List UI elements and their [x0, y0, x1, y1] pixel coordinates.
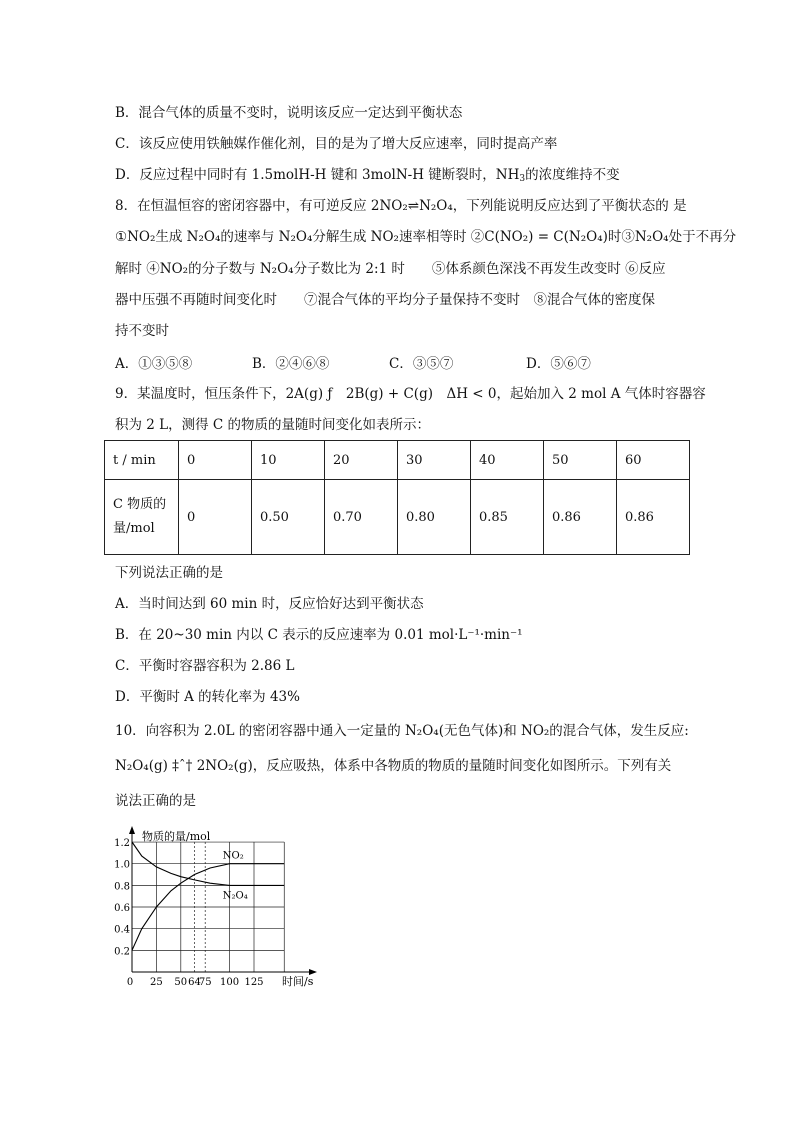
table-header-cell: t / min [105, 441, 179, 480]
q9-option-a: A．当时间达到 60 min 时，反应恰好达到平衡状态 [115, 596, 424, 612]
q8-stem-3: 解时 ④NO₂的分子数与 N₂O₄分子数比为 2:1 时 ⑤体系颜色深浅不再发生改变时 ⑥反应 [115, 261, 666, 277]
table-cell: 0.86 [617, 480, 690, 555]
q8-option-b: B．②④⑥⑧ [252, 356, 330, 372]
table-cell: 0.85 [471, 480, 544, 555]
y-tick-label: 1.0 [114, 859, 130, 871]
table-cell: 0.70 [325, 480, 398, 555]
q8-stem-2: ①NO₂生成 N₂O₄的速率与 N₂O₄分解生成 NO₂速率相等时 ②C(NO₂) = C(N₂O₄)时③N₂O₄处于不再分 [115, 229, 737, 245]
q7-option-b: B．混合气体的质量不变时，说明该反应一定达到平衡状态 [115, 105, 463, 121]
y-tick-label: 0.6 [114, 903, 130, 915]
y-axis-arrow [129, 826, 135, 834]
row-label-line1: C 物质的 [113, 497, 167, 512]
q8-option-a: A．①③⑤⑧ [115, 356, 193, 372]
table-cell: 0.80 [398, 480, 471, 555]
table-row-label [105, 480, 179, 555]
series-label: N₂O₄ [222, 890, 248, 902]
x-tick-label: 64 [188, 977, 201, 988]
data-table [104, 440, 690, 555]
q8-stem-5: 持不变时 [115, 323, 169, 339]
table-cell: 0.86 [544, 480, 617, 555]
q7-option-c: C．该反应使用铁触媒作催化剂，目的是为了增大反应速率，同时提高产率 [115, 136, 558, 152]
q8-option-c: C．③⑤⑦ [389, 356, 454, 372]
table-header-cell: 0 [179, 441, 252, 480]
x-tick-label: 25 [150, 977, 163, 988]
table-header-cell: 50 [544, 441, 617, 480]
q9-option-b: B．在 20~30 min 内以 C 表示的反应速率为 0.01 mol·L⁻¹·min⁻¹ [115, 627, 523, 643]
q9-option-d: D．平衡时 A 的转化率为 43% [115, 689, 300, 705]
q7d-text-c: 的浓度维持不变 [525, 167, 620, 183]
table-header-cell: 20 [325, 441, 398, 480]
chart-grid [132, 842, 284, 972]
x-tick-label: 50 [174, 977, 188, 988]
table-header-cell: 30 [398, 441, 471, 480]
q9-stem-2: 积为 2 L，测得 C 的物质的量随时间变化如表所示： [115, 417, 431, 433]
x-tick-label: 75 [198, 977, 212, 988]
table-header-row [105, 441, 690, 480]
table-header-cell: 10 [252, 441, 325, 480]
x-tick-label: 100 [220, 977, 240, 988]
y-tick-label: 0.4 [114, 924, 130, 936]
q10-stem-1: 10．向容积为 2.0L 的密闭容器中通入一定量的 N₂O₄(无色气体)和 NO₂的混合气体，发生反应: [115, 723, 689, 739]
q7-option-d [115, 165, 620, 189]
x-axis-label: 时间/s [282, 975, 314, 988]
series-label: NO₂ [222, 850, 244, 862]
y-tick-label: 0.2 [114, 946, 130, 958]
row-label-line2: 量/mol [113, 521, 155, 536]
q8-option-d: D．⑤⑥⑦ [526, 356, 591, 372]
q8-stem-4: 器中压强不再随时间变化时 ⑦混合气体的平均分子量保持不变时 ⑧混合气体的密度保 [115, 292, 655, 308]
x-tick-label: 125 [244, 977, 264, 988]
y-axis-label: 物质的量/mol [142, 830, 211, 843]
table-row [105, 480, 690, 555]
chart-series [132, 842, 284, 950]
table-header-cell: 60 [617, 441, 690, 480]
q8-stem-1: 8．在恒温恒容的密闭容器中，有可逆反应 2NO₂⇌N₂O₄，下列能说明反应达到了平衡状态的 是 [115, 198, 687, 214]
q7d-sub: 3 [519, 174, 526, 184]
q10-stem-3: 说法正确的是 [115, 793, 196, 809]
x-tick-label: 0 [126, 977, 134, 988]
q7d-text-a: D．反应过程中同时有 1.5molH-H 键和 3molN-H 键断裂时，NH [115, 167, 520, 183]
q9-stem-1: 9．某温度时，恒压条件下，2A(g) ƒ 2B(g) + C(g) ΔH < 0，起始加入 2 mol A 气体时容器容 [115, 386, 706, 402]
table-header-cell: 40 [471, 441, 544, 480]
table-cell: 0 [179, 480, 252, 555]
line-chart [110, 822, 330, 992]
q10-stem-2: N₂O₄(g) ‡ˆ† 2NO₂(g)，反应吸热，体系中各物质的物质的量随时间变化如图所示。下列有关 [115, 758, 672, 774]
table-cell: 0.50 [252, 480, 325, 555]
y-tick-label: 1.2 [114, 838, 130, 850]
q9-question: 下列说法正确的是 [115, 565, 223, 581]
q9-option-c: C．平衡时容器容积为 2.86 L [115, 658, 295, 674]
y-tick-label: 0.8 [114, 881, 130, 893]
